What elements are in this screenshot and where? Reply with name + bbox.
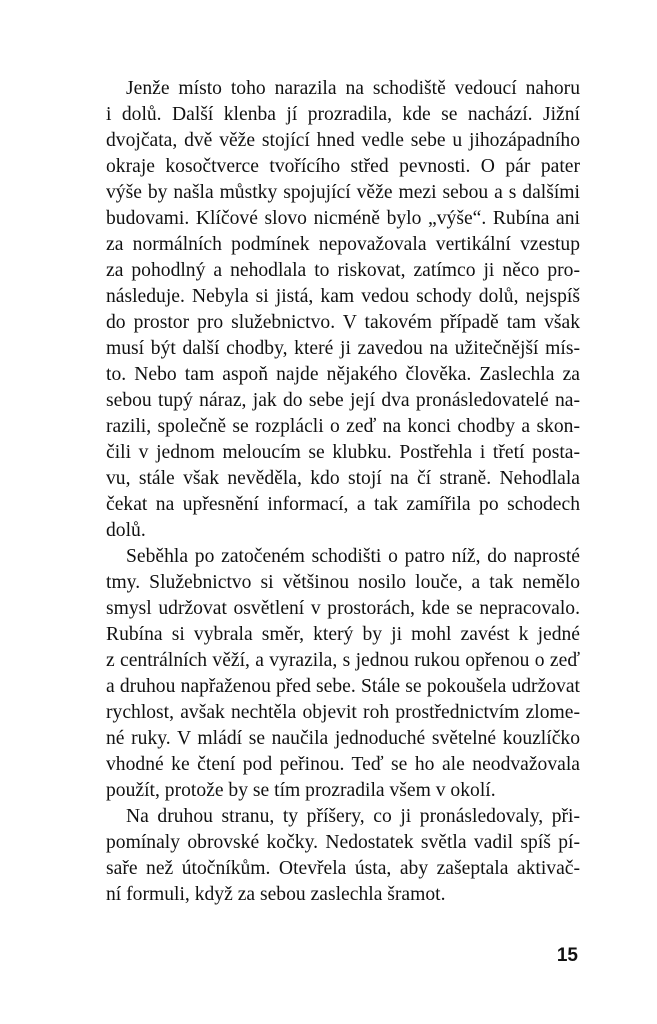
text-line: vhodné ke čtení pod peřinou. Teď se ho ale neodvažovala	[106, 754, 580, 775]
text-line: Na druhou stranu, ty příšery, co ji pronásledovaly, při-	[126, 806, 580, 827]
text-line: ní formuli, když za sebou zaslechla šramot.	[106, 884, 446, 905]
page-number: 15	[556, 945, 578, 966]
text-line: použít, protože by se tím prozradila všem v okolí.	[106, 780, 496, 801]
text-line: a druhou napřaženou před sebe. Stále se pokoušela udržovat	[106, 676, 580, 697]
text-line: do prostor pro služebnictvo. V takovém případě tam však	[106, 312, 580, 333]
text-line: i dolů. Další klenba jí prozradila, kde se nachází. Jižní	[106, 104, 580, 125]
text-line: čekat na upřesnění informací, a tak zamířila po schodech	[106, 494, 580, 515]
text-line: musí být další chodby, které ji zavedou na užitečnější mís-	[106, 338, 580, 359]
text-line: razili, společně se rozplácli o zeď na konci chodby a skon-	[106, 416, 580, 437]
text-line: následuje. Nebyla si jistá, kam vedou schody dolů, nejspíš	[106, 286, 580, 307]
text-line: Jenže místo toho narazila na schodiště vedoucí nahoru	[126, 78, 580, 99]
text-line: pomínaly obrovské kočky. Nedostatek světla vadil spíš pí-	[106, 832, 580, 853]
text-line: saře než útočníkům. Otevřela ústa, aby zašeptala aktivač-	[106, 858, 580, 879]
text-line: dolů.	[106, 520, 146, 541]
text-line: za pohodlný a nehodlala to riskovat, zatímco ji něco pro-	[106, 260, 580, 281]
text-line: rychlost, avšak nechtěla objevit roh prostřednictvím zlome-	[106, 702, 580, 723]
text-line: tmy. Služebnictvo si většinou nosilo louče, a tak nemělo	[106, 572, 580, 593]
text-line: Seběhla po zatočeném schodišti o patro níž, do naprosté	[126, 546, 580, 567]
text-line: dvojčata, dvě věže stojící hned vedle sebe u jihozápadního	[106, 130, 580, 151]
text-line: Rubína si vybrala směr, který by ji mohl zavést k jedné	[106, 624, 580, 645]
text-line: sebou tupý náraz, jak do sebe její dva pronásledovatelé na-	[106, 390, 580, 411]
text-line: né ruky. V mládí se naučila jednoduché světelné kouzlíčko	[106, 728, 580, 749]
text-line: za normálních podmínek nepovažovala vertikální vzestup	[106, 234, 580, 255]
body-text	[106, 76, 580, 908]
text-line: čili v jednom meloucím se klubku. Postřehla i třetí posta-	[106, 442, 580, 463]
text-line: vu, stále však nevěděla, kdo stojí na čí straně. Nehodlala	[106, 468, 580, 489]
text-line: to. Nebo tam aspoň najde nějakého člověka. Zaslechla za	[106, 364, 580, 385]
text-line: okraje kosočtverce tvořícího střed pevnosti. O pár pater	[106, 156, 580, 177]
text-line: smysl udržovat osvětlení v prostorách, kde se nepracovalo.	[106, 598, 580, 619]
text-line: budovami. Klíčové slovo nicméně bylo „výše“. Rubína ani	[106, 208, 580, 229]
text-line: z centrálních věží, a vyrazila, s jednou rukou opřenou o zeď	[106, 650, 580, 671]
text-line: výše by našla můstky spojující věže mezi sebou a s dalšími	[106, 182, 580, 203]
